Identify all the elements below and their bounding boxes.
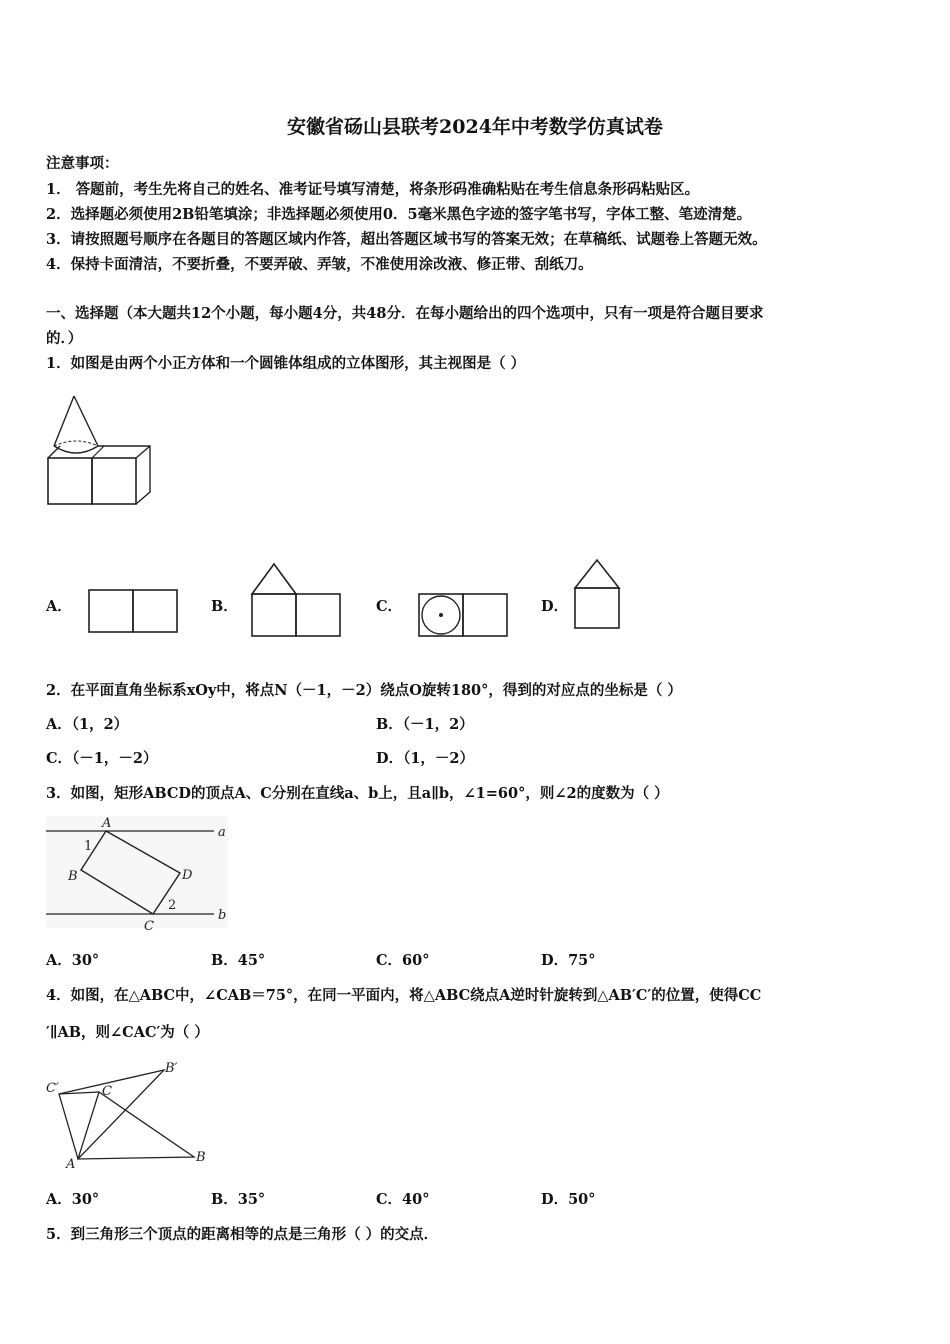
q1-option-a-label[interactable]: A． (46, 598, 72, 615)
q4-stem-line2: ′∥AB，则∠CAC′为（ ） (46, 1024, 209, 1041)
q3-label-angle1: 1 (84, 839, 93, 854)
q3-figure (46, 816, 236, 936)
q1-option-b-label[interactable]: B． (211, 598, 238, 615)
q5-stem: 5．到三角形三个顶点的距离相等的点是三角形（ ）的交点． (46, 1226, 439, 1243)
q4-option-a[interactable]: A．30° (46, 1191, 100, 1208)
q3-option-b[interactable]: B．45° (211, 952, 266, 969)
q4-stem-line1: 4．如图，在△ABC中，∠CAB＝75°，在同一平面内，将△ABC绕点A逆时针旋转到△AB′C′的位置，使得CC (46, 987, 762, 1004)
q2-option-a[interactable]: A．（1，2） (46, 716, 129, 733)
page-title: 安徽省砀山县联考2024年中考数学仿真试卷 (287, 116, 663, 138)
q1-option-a-figure (88, 588, 180, 636)
q4-label-b: B (196, 1150, 206, 1165)
q2-option-c[interactable]: C．（－1，－2） (46, 750, 158, 767)
q2-option-b[interactable]: B．（－1，2） (376, 716, 474, 733)
q1-stem: 1．如图是由两个小正方体和一个圆锥体组成的立体图形，其主视图是（ ） (46, 355, 526, 372)
q3-label-d-point: D (182, 868, 193, 883)
q1-option-c-label[interactable]: C． (376, 598, 403, 615)
q1-option-d-figure (572, 558, 624, 632)
q1-option-d-label[interactable]: D． (541, 598, 569, 615)
q4-option-d[interactable]: D．50° (541, 1191, 596, 1208)
q3-option-d[interactable]: D．75° (541, 952, 596, 969)
q2-option-d[interactable]: D．（1，－2） (376, 750, 475, 767)
notice-item-1: 1． 答题前，考生先将自己的姓名、准考证号填写清楚，将条形码准确粘贴在考生信息条形码粘贴区。 (46, 181, 700, 198)
section-heading-line2: 的．） (46, 330, 83, 347)
q4-label-c-prime: C′ (46, 1081, 59, 1096)
notice-item-4: 4．保持卡面清洁，不要折叠，不要弄破、弄皱，不准使用涂改液、修正带、刮纸刀。 (46, 256, 593, 273)
q3-label-b-point: B (68, 869, 78, 884)
q4-label-b-prime: B′ (165, 1061, 178, 1076)
q3-label-line-a: a (218, 825, 226, 840)
q1-figure-3d (40, 390, 165, 515)
q1-option-b-figure (250, 560, 344, 640)
q3-label-angle2: 2 (168, 898, 177, 913)
q4-label-a: A (66, 1157, 76, 1172)
q2-stem: 2．在平面直角坐标系xOy中，将点N（－1，－2）绕点O旋转180°，得到的对应点的坐标是（ ） (46, 682, 682, 699)
q4-label-c: C (102, 1084, 112, 1099)
notice-heading: 注意事项： (46, 155, 119, 172)
q3-stem: 3．如图，矩形ABCD的顶点A、C分别在直线a、b上，且a∥b，∠1=60°，则∠2的度数为（ ） (46, 785, 669, 802)
q4-option-b[interactable]: B．35° (211, 1191, 266, 1208)
q4-option-c[interactable]: C．40° (376, 1191, 430, 1208)
notice-item-2: 2．选择题必须使用2B铅笔填涂；非选择题必须使用0．5毫米黑色字迹的签字笔书写，字体工整、笔迹清楚。 (46, 206, 752, 223)
q3-label-a-point: A (102, 816, 112, 831)
q3-label-line-b: b (218, 908, 227, 923)
q3-option-a[interactable]: A．30° (46, 952, 100, 969)
q4-figure (44, 1058, 219, 1173)
notice-item-3: 3．请按照题号顺序在各题目的答题区域内作答，超出答题区域书写的答案无效；在草稿纸、试题卷上答题无效。 (46, 231, 767, 248)
q3-label-c-point: C (144, 919, 154, 934)
q1-option-c-figure (418, 592, 510, 640)
section-heading-line1: 一、选择题（本大题共12个小题，每小题4分，共48分．在每小题给出的四个选项中，只有一项是符合题目要求 (46, 305, 764, 322)
q3-option-c[interactable]: C．60° (376, 952, 430, 969)
